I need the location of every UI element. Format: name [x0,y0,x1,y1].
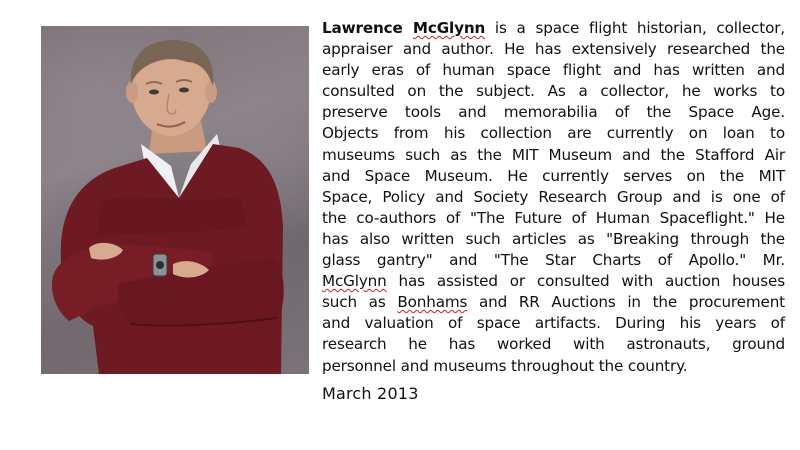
bio-line-3: early eras of human space flight and has written and [322,61,785,80]
bio-line-16: research he has worked with astronauts, ground [322,335,785,354]
bio-line-9: Space, Policy and Society Research Group and is one of [322,187,785,206]
bio-line-13: McGlynn has assisted or consulted with auction houses [322,272,785,291]
author-last-name: McGlynn [412,19,486,37]
portrait-illustration [41,26,309,374]
bio-line-7: museums such as the MIT Museum and the Stafford Air [322,145,785,164]
bio-line-4: consulted on the subject. As a collector, he works to [322,82,785,101]
bio-line-1: Lawrence McGlynn is a space flight historian, collector, [322,19,785,37]
bio-line-17: personnel and museums throughout the country. [322,356,688,375]
spellcheck-word: McGlynn [322,272,387,291]
bio-line-15: and valuation of space artifacts. During his years of [322,314,785,333]
spellcheck-word: Bonhams [397,293,468,312]
bio-line-2: appraiser and author. He has extensively researched the [322,40,785,59]
portrait-photo [41,26,309,374]
bio-line-10: the co-authors of "The Future of Human Spaceflight." He [322,208,785,227]
bio-line-6: Objects from his collection are currently on loan to [322,124,785,143]
bio-line-8: and Space Museum. He currently serves on the MIT [322,166,785,185]
biography-text [322,18,785,377]
author-first-name: Lawrence [322,19,413,37]
bio-line-14: such as Bonhams and RR Auctions in the procurement [322,293,785,312]
bio-line-12: glass gantry" and "The Star Charts of Apollo." Mr. [322,251,785,270]
publication-date: March 2013 [322,384,419,403]
bio-line-5: preserve tools and memorabilia of the Space Age. [322,103,785,122]
bio-line-11: has also written such articles as "Breaking through the [322,229,785,248]
